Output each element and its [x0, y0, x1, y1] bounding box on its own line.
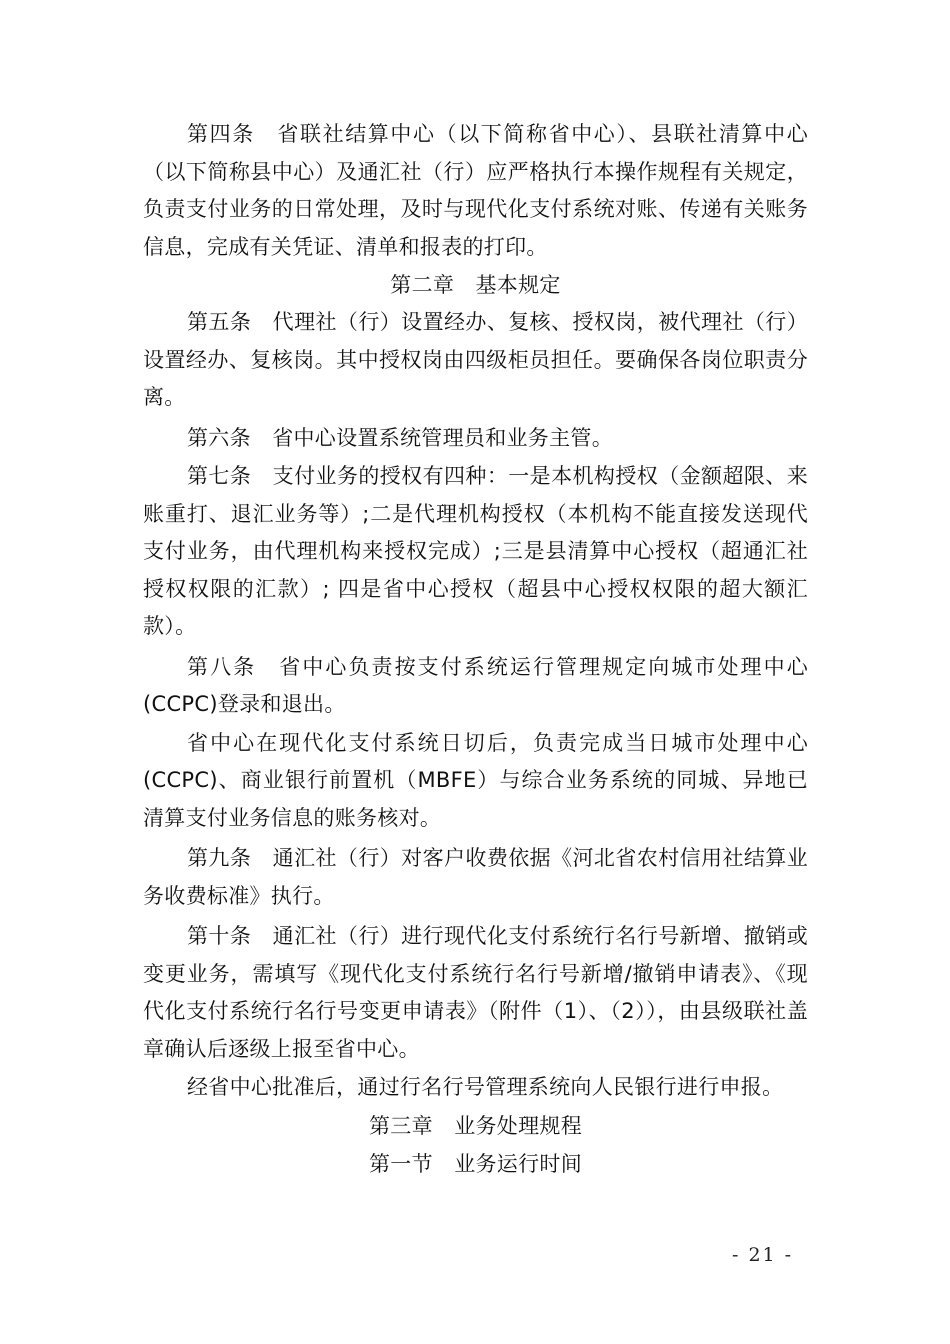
document-body	[143, 116, 808, 1183]
article-5-paragraph: 第五条 代理社（行）设置经办、复核、授权岗，被代理社（行）设置经办、复核岗。其中授权岗由四级柜员担任。要确保各岗位职责分离。	[143, 310, 808, 409]
article-8-paragraph: 第八条 省中心负责按支付系统运行管理规定向城市处理中心(CCPC)登录和退出。	[143, 654, 808, 716]
article-4-paragraph: 第四条 省联社结算中心（以下简称省中心）、县联社清算中心（以下简称县中心）及通汇社（行）应严格执行本操作规程有关规定，负责支付业务的日常处理，及时与现代化支付系统对账、传递有关账务信息，完成有关凭证、清单和报表的打印。	[143, 122, 808, 259]
section-1-heading: 第一节 业务运行时间	[369, 1151, 582, 1176]
chapter-3-heading: 第三章 业务处理规程	[369, 1113, 582, 1138]
article-6-paragraph: 第六条 省中心设置系统管理员和业务主管。	[187, 425, 613, 450]
article-10-paragraph: 第十条 通汇社（行）进行现代化支付系统行名行号新增、撤销或变更业务，需填写《现代化支付系统行名行号新增/撤销申请表》、《现代化支付系统行名行号变更申请表》（附件（1）、（2）），由县级联社盖章确认后逐级上报至省中心。	[143, 924, 808, 1061]
article-9-paragraph: 第九条 通汇社（行）对客户收费依据《河北省农村信用社结算业务收费标准》执行。	[143, 846, 808, 908]
chapter-2-heading: 第二章 基本规定	[390, 273, 561, 297]
article-10-continuation: 经省中心批准后，通过行名行号管理系统向人民银行进行申报。	[187, 1075, 784, 1099]
article-8-continuation: 省中心在现代化支付系统日切后，负责完成当日城市处理中心(CCPC)、商业银行前置机（MBFE）与综合业务系统的同城、异地已清算支付业务信息的账务核对。	[143, 730, 808, 830]
page-number: - 21 -	[732, 1244, 794, 1266]
article-7-paragraph: 第七条 支付业务的授权有四种：一是本机构授权（金额超限、来账重打、退汇业务等）;二是代理机构授权（本机构不能直接发送现代支付业务，由代理机构来授权完成）;三是县清算中心授权（超通汇社授权权限的汇款）; 四是省中心授权（超县中心授权权限的超大额汇款）。	[143, 464, 808, 638]
